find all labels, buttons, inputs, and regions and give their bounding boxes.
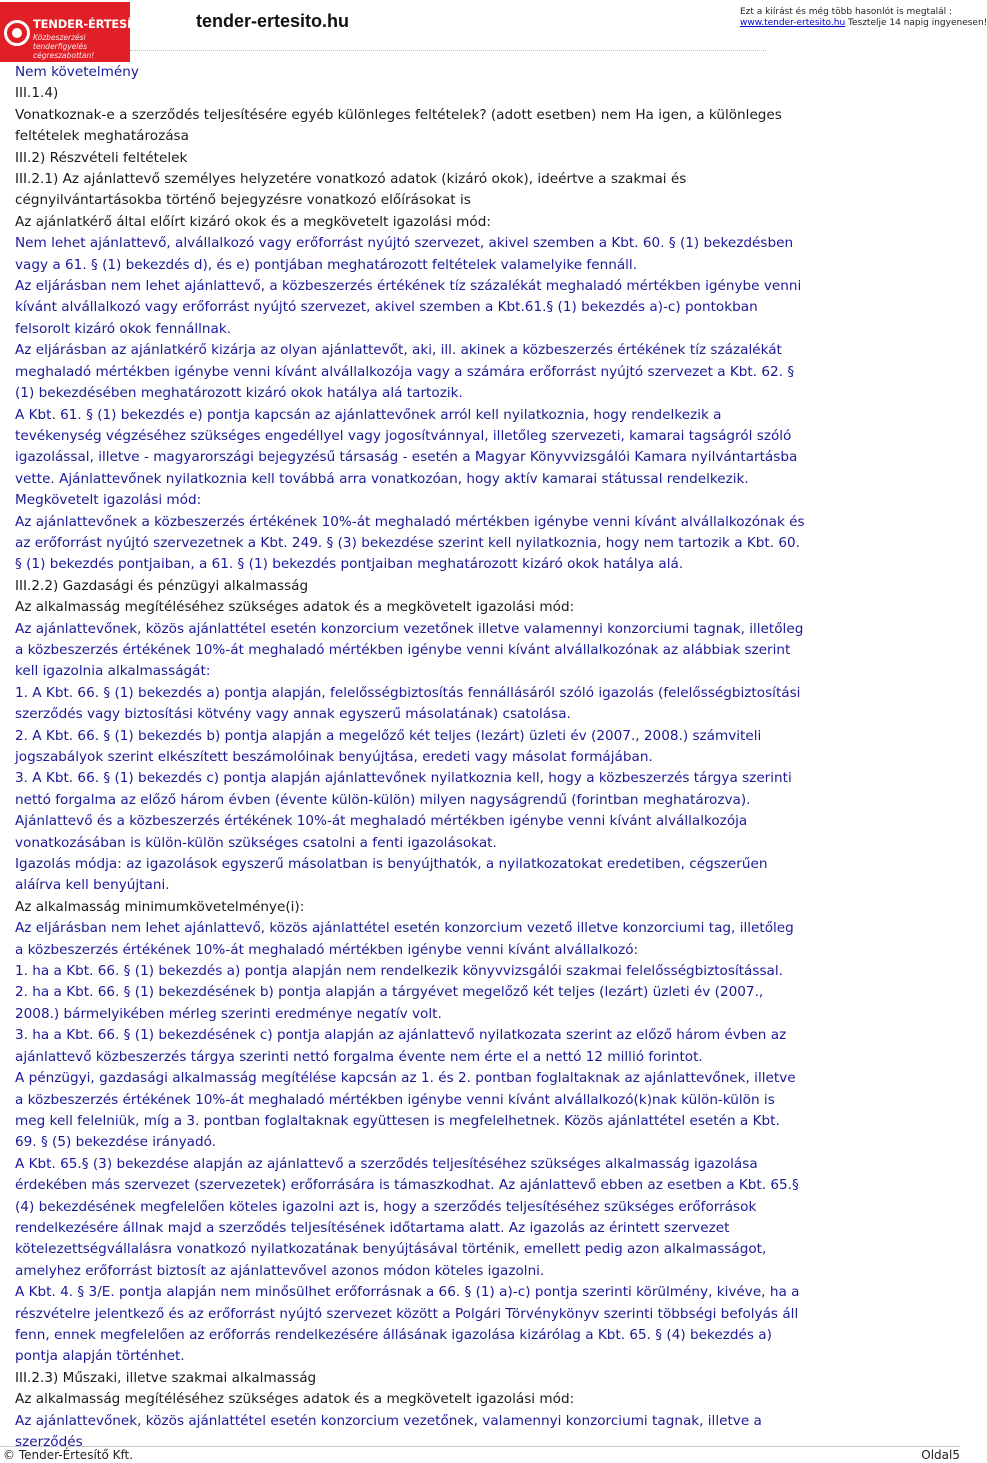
site-name: tender-ertesito.hu xyxy=(196,11,350,31)
document-paragraph: A pénzügyi, gazdasági alkalmasság megítélése kapcsán az 1. és 2. pontban foglaltaknak az ajánlattevőnek, illetve a közbeszerzés értékének 10%-át meghaladó mértékben igénybe venni kívánt alvállalkozó(k)nak külön-külön is meg kell felelniük, míg a 3. pontban foglaltaknak együttesen is megfelelhetnek. Közös ajánlattétel esetén a Kbt. 69. § (5) bekezdése irányadó. xyxy=(15,1070,796,1151)
page-number: Oldal5 xyxy=(921,1448,960,1462)
document-paragraph: Az alkalmasság minimumkövetelménye(i): xyxy=(15,898,305,915)
document-paragraph: III.2.1) Az ajánlattevő személyes helyzetére vonatkozó adatok (kizáró okok), ideértve a szakmai és cégnyilvántartásokba történő bejegyzésre vonatkozó előírásokat is xyxy=(15,171,687,209)
document-body xyxy=(15,62,805,1453)
document-paragraph: A Kbt. 4. § 3/E. pontja alapján nem minősülhet erőforrásnak a 66. § (1) a)-c) pontja szerinti körülmény, kivéve, ha a részvételre jelentkező és az erőforrást nyújtó szervezet között a Polgári Törvénykönyv szerinti többségi befolyás áll fenn, ennek megfelelően az erőforrás rendelkezésére állásának igazolása kizárólag a Kbt. 65. § (4) bekezdés a) pontja alapján történhet. xyxy=(15,1284,800,1365)
page-footer xyxy=(0,1446,960,1463)
document-paragraph: Az ajánlattevőnek, közös ajánlattétel esetén konzorcium vezetőnek, valamennyi konzorciumi tagnak, illetve a szerződés xyxy=(15,1412,762,1450)
footer-copyright: © Tender-Értesítő Kft. xyxy=(3,1448,134,1462)
document-paragraph: III.2) Részvételi feltételek xyxy=(15,149,188,166)
promo-line-1: Ezt a kiírást és még több hasonlót is megtalál : xyxy=(740,7,953,17)
document-paragraph: Az alkalmasság megítéléséhez szükséges adatok és a megkövetelt igazolási mód: xyxy=(15,1391,575,1408)
footer-divider xyxy=(0,1446,960,1447)
document-paragraph: Az eljárásban az ajánlatkérő kizárja az olyan ajánlattevőt, aki, ill. akinek a közbeszerzés értékének tíz százalékát meghaladó mértékben igénybe venni kívánt alvállalkozója vagy a számára erőforrást nyújtó szervezet a Kbt. 62. § (1) bekezdésében meghatározott kizáró okok hatálya alá tartozik. xyxy=(15,342,795,402)
document-paragraph: Az ajánlattevőnek a közbeszerzés értékének 10%-át meghaladó mértékben igénybe venni kívánt alvállalkozónak és az erőforrást nyújtó szervezetnek a Kbt. 249. § (3) bekezdése szerint kell nyilatkoznia, hogy nem tartozik a Kbt. 60. § (1) bekezdés pontjaiban, a 61. § (1) bekezdés pontjaiban meghatározott kizáró okok hatálya alá. xyxy=(15,513,805,573)
brand-logo[interactable] xyxy=(0,2,169,62)
document-paragraph: 2. ha a Kbt. 66. § (1) bekezdésének b) pontja alapján a tárgyévet megelőző két teljes (lezárt) üzleti év (2007., 2008.) bármelyikében mérleg szerinti eredménye negatív volt. xyxy=(15,984,764,1022)
promo-box xyxy=(740,7,987,29)
document-paragraph: 1. A Kbt. 66. § (1) bekezdés a) pontja alapján, felelősségbiztosítás fennállásáról szóló igazolás (felelősségbiztosítási szerződés vagy biztosítási kötvény vagy annak egyszerű másolatának) csatolása. xyxy=(15,684,801,723)
document-paragraph: 3. ha a Kbt. 66. § (1) bekezdésének c) pontja alapján az ajánlattevő nyilatkozata szerint az előző három évben az ajánlattevő közbeszerzés tárgya szerinti nettó forgalma évente nem érte el a nettó 12 millió forintot. xyxy=(15,1027,787,1065)
document-paragraph: Az alkalmasság megítéléséhez szükséges adatok és a megkövetelt igazolási mód: xyxy=(15,599,575,616)
document-paragraph: Megkövetelt igazolási mód: xyxy=(15,492,202,509)
document-paragraph: Igazolás módja: az igazolások egyszerű másolatban is benyújthatók, a nyilatkozatokat eredetiben, cégszerűen aláírva kell benyújtani. xyxy=(15,856,768,894)
page-header xyxy=(0,0,987,62)
document-paragraph: Vonatkoznak-e a szerződés teljesítésére egyéb különleges feltételek? (adott esetben) nem Ha igen, a különleges feltételek meghatározása xyxy=(15,106,782,145)
document-paragraph: A Kbt. 65.§ (3) bekezdése alapján az ajánlattevő a szerződés teljesítéséhez szükséges alkalmasság igazolása érdekében más szervezet (szervezetek) erőforrására is támaszkodhat. Az ajánlattevő ebben az esetben a Kbt. 65.§ (4) bekezdésének megfelelően köteles igazolni azt is, hogy a szerződés teljesítéséhez szükséges erőforrások rendelkezésére állnak majd a szerződés teljesítésének időtartama alatt. Az igazolás az érintett szervezet kötelezettségvállalásra vonatkozó nyilatkozatának benyújtásával történik, emellett pedig azon alkalmasságot, amelyhez erőforrást biztosít az ajánlattevővel azonos módon köteles igazolni. xyxy=(15,1155,799,1279)
document-paragraph: 2. A Kbt. 66. § (1) bekezdés b) pontja alapján a megelőző két teljes (lezárt) üzleti év (2007., 2008.) számviteli jogszabályok szerint elkészített beszámolóinak benyújtása, eredeti vagy másolat formájában. xyxy=(15,727,762,765)
logo-circle-icon xyxy=(4,20,30,46)
document-paragraph: III.1.4) xyxy=(15,85,59,102)
document-paragraph: Nem lehet ajánlattevő, alvállalkozó vagy erőforrást nyújtó szervezet, akivel szemben a Kbt. 60. § (1) bekezdésben vagy a 61. § (1) bekezdés d), és e) pontjában meghatározott feltételek valamelyike fennáll. xyxy=(15,235,794,273)
document-paragraph: A Kbt. 61. § (1) bekezdés e) pontja kapcsán az ajánlattevőnek arról kell nyilatkoznia, hogy rendelkezik a tevékenység végzéséhez szükséges engedéllyel vagy jogosítvánnyal, illetőleg szervezeti, kamarai tagságról szóló igazolással, illetve - magyarországi bejegyzésű társaság - esetén a Magyar Könyvvizsgálói Kamara nyilvántartásba vette. Ajánlattevőnek nyilatkoznia kell továbbá arra vonatkozóan, hogy aktív kamarai státussal rendelkezik. xyxy=(15,406,798,487)
document-paragraph: Az ajánlattevőnek, közös ajánlattétel esetén konzorcium vezetőnek illetve valamennyi konzorciumi tagnak, illetőleg a közbeszerzés értékének 10%-át meghaladó mértékben igénybe venni kívánt alvállalkozónak az alábbiak szerint kell igazolnia alkalmasságát: xyxy=(15,620,804,680)
promo-link[interactable]: www.tender-ertesito.hu xyxy=(740,18,846,28)
header-divider xyxy=(130,50,766,51)
logo-subtitle: Közbeszerzési tenderfigyelés cégreszabottan! xyxy=(33,33,95,60)
document-paragraph: Az ajánlatkérő által előírt kizáró okok és a megkövetelt igazolási mód: xyxy=(15,213,491,230)
document-paragraph: Az eljárásban nem lehet ajánlattevő, közös ajánlattétel esetén konzorcium vezető illetve konzorciumi tag, illetőleg a közbeszerzés értékének 10%-át meghaladó mértékben igénybe venni kívánt alvállalkozó: xyxy=(15,920,794,958)
logo-title: TENDER-ÉRTESÍTŐ.hu xyxy=(33,17,169,31)
document-paragraph: III.2.3) Műszaki, illetve szakmai alkalmasság xyxy=(15,1369,317,1386)
document-paragraph: Nem követelmény xyxy=(15,64,139,80)
document-paragraph: 1. ha a Kbt. 66. § (1) bekezdés a) pontja alapján nem rendelkezik könyvvizsgálói szakmai felelősségbiztosítással. xyxy=(15,963,783,980)
document-paragraph: III.2.2) Gazdasági és pénzügyi alkalmasság xyxy=(15,577,309,594)
promo-line-2 xyxy=(740,18,987,29)
document-paragraph: Az eljárásban nem lehet ajánlattevő, a közbeszerzés értékének tíz százalékát meghaladó mértékben igénybe venni kívánt alvállalkozó vagy erőforrást nyújtó szervezet, akivel szemben a Kbt.61.§ (1) bekezdés a)-c) pontokban felsorolt kizáró okok fennállnak. xyxy=(15,278,802,337)
promo-trial-text: Tesztelje 14 napig ingyenesen! xyxy=(845,18,987,28)
document-paragraph: 3. A Kbt. 66. § (1) bekezdés c) pontja alapján ajánlattevőnek nyilatkoznia kell, hogy a közbeszerzés tárgya szerinti nettó forgalma az előző három évben (évente külön-külön) milyen nagyságrendű (forintban meghatározva). Ajánlattevő és a közbeszerzés értékének 10%-át meghaladó mértékben igénybe venni kívánt alvállalkozója vonatkozásában is külön-külön szükséges csatolni a fenti igazolásokat. xyxy=(15,770,792,851)
